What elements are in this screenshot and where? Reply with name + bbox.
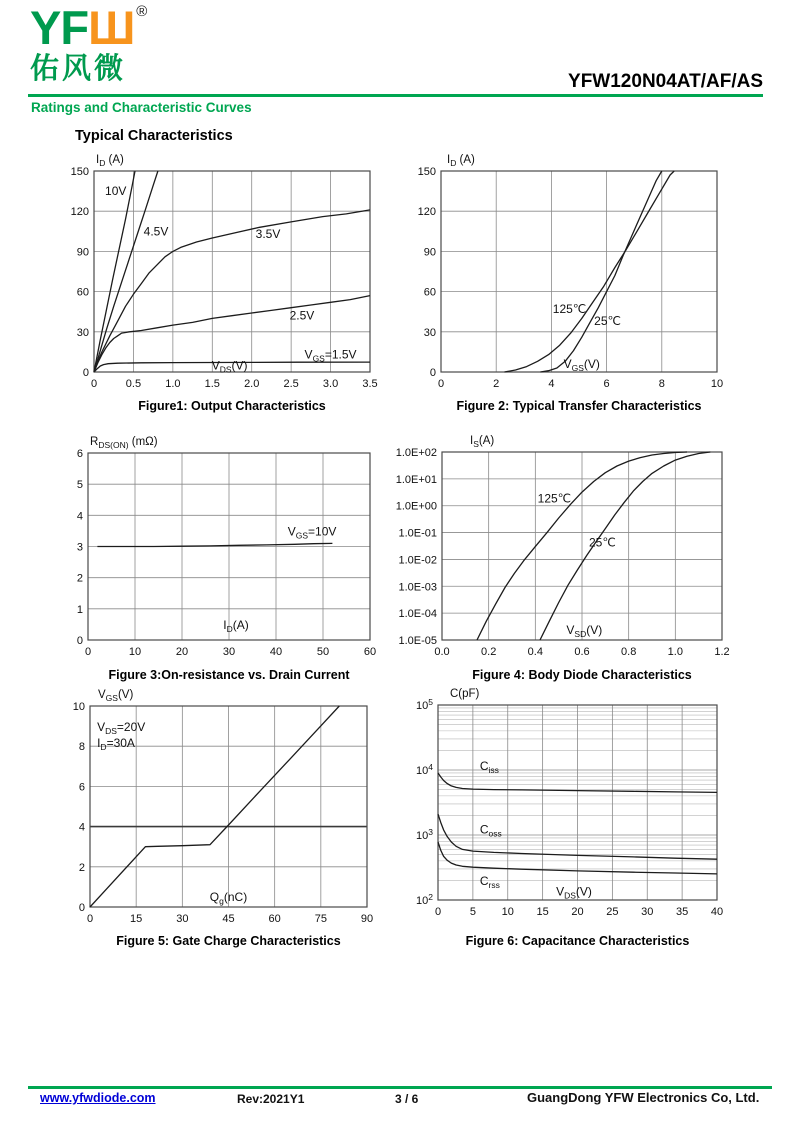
svg-text:103: $10^3$	[416, 827, 433, 842]
svg-text:RDS(ON) (mΩ): $R_{DS(ON)}$ (mΩ)	[90, 436, 158, 450]
svg-text:30: 30	[222, 646, 236, 658]
svg-text:90: 90	[423, 246, 436, 259]
figure-5-caption: Figure 5: Gate Charge Characteristics	[116, 934, 341, 948]
svg-text:0: 0	[90, 378, 98, 390]
svg-text:15: 15	[130, 913, 143, 925]
figure-1-caption: Figure1: Output Characteristics	[138, 399, 326, 413]
page-title: Typical Characteristics	[75, 128, 233, 144]
svg-text:0.6: 0.6	[574, 646, 590, 658]
svg-text:25℃: 25℃	[594, 314, 622, 329]
svg-text:2: 2	[78, 861, 85, 874]
logo-w-mark: Ш	[88, 1, 135, 54]
svg-text:10: 10	[501, 906, 514, 918]
svg-text:0.2: 0.2	[481, 646, 497, 658]
svg-text:1.0E-02: 1.0E-02	[398, 554, 437, 567]
svg-text:10V: 10V	[105, 184, 127, 199]
svg-text:6: 6	[76, 448, 83, 460]
svg-text:3.0: 3.0	[322, 378, 339, 390]
svg-text:VDS=20V: $V_{DS}=20V$	[97, 720, 146, 737]
svg-text:0: 0	[434, 906, 442, 918]
svg-text:2.0: 2.0	[244, 378, 260, 390]
svg-text:1.0E+00: 1.0E+00	[395, 500, 437, 513]
svg-text:60: 60	[76, 286, 89, 299]
svg-text:2: 2	[76, 572, 83, 585]
svg-text:1.0E+02: 1.0E+02	[395, 447, 437, 459]
svg-text:6: 6	[603, 378, 610, 390]
svg-text:25: 25	[606, 906, 619, 918]
svg-text:Crss: $C_{rss}$	[479, 874, 500, 891]
registered-trademark-icon: ®	[136, 3, 147, 20]
svg-text:4.5V: 4.5V	[143, 224, 169, 239]
svg-text:VGS=10V: $V_{GS}=10V$	[287, 524, 337, 541]
svg-text:8: 8	[78, 741, 85, 754]
svg-text:0.0: 0.0	[434, 646, 450, 658]
series-25℃	[540, 171, 661, 372]
svg-text:IS(A): $I_S(A)$	[470, 435, 495, 449]
footer-website-link[interactable]: www.yfwdiode.com	[40, 1091, 156, 1105]
figure-4-body-diode-chart	[375, 426, 745, 666]
svg-text:ID (A): $I_D$ (A)	[447, 154, 475, 168]
svg-text:5: 5	[76, 479, 83, 492]
svg-text:VGS=1.5V: $V_{GS}=1.5V$	[304, 347, 357, 364]
svg-text:6: 6	[78, 781, 85, 794]
svg-text:VDS(V): $V_{DS}(V)$	[556, 884, 592, 901]
svg-text:VDS(V): $V_{DS}(V)$	[211, 358, 248, 375]
section-title: Ratings and Characteristic Curves	[31, 100, 252, 115]
svg-text:25℃: 25℃	[589, 535, 616, 550]
svg-text:2.5V: 2.5V	[289, 308, 315, 323]
figure-6-capacitance-chart	[384, 679, 739, 925]
svg-text:104: $10^4$	[416, 762, 433, 777]
svg-text:2: 2	[493, 378, 500, 390]
figure-3-on-resistance-chart	[34, 427, 394, 667]
svg-text:1: 1	[76, 603, 83, 616]
svg-text:150: 150	[70, 166, 89, 178]
footer-company-name: GuangDong YFW Electronics Co, Ltd.	[527, 1090, 760, 1105]
svg-text:60: 60	[268, 913, 281, 925]
svg-text:45: 45	[222, 913, 235, 925]
svg-text:2.5: 2.5	[283, 378, 299, 390]
svg-text:125℃: 125℃	[537, 491, 572, 506]
figure-1-output-characteristics-chart	[40, 145, 390, 395]
svg-text:10: 10	[128, 646, 142, 658]
svg-text:125℃: 125℃	[552, 302, 587, 317]
svg-text:C(pF): C(pF)	[450, 688, 480, 700]
series-125℃	[505, 171, 675, 372]
svg-text:ID=30A: $I_D=30A$	[97, 736, 135, 753]
svg-text:90: 90	[360, 913, 374, 925]
svg-text:Ciss: $C_{iss}$	[479, 759, 499, 775]
footer-revision: Rev:2021Y1	[237, 1092, 305, 1106]
svg-text:0.8: 0.8	[621, 646, 637, 658]
footer-divider	[28, 1086, 772, 1089]
part-number: YFW120N04AT/AF/AS	[568, 71, 763, 92]
footer-page-number: 3 / 6	[395, 1092, 419, 1106]
header-divider	[28, 94, 763, 97]
svg-text:90: 90	[76, 246, 89, 259]
svg-text:35: 35	[676, 906, 689, 918]
svg-text:150: 150	[417, 166, 436, 178]
svg-text:VGS(V): $V_{GS}(V)$	[98, 689, 134, 703]
svg-text:4: 4	[78, 821, 85, 834]
logo-chinese-name: 佑风微	[30, 53, 127, 85]
logo-yf-text: YF	[30, 1, 89, 54]
svg-text:1.5: 1.5	[204, 378, 220, 390]
yfw-logo	[30, 1, 147, 85]
svg-text:60: 60	[423, 286, 436, 299]
svg-text:Coss: $C_{oss}$	[479, 822, 502, 839]
svg-text:20: 20	[571, 906, 584, 918]
svg-text:0.4: 0.4	[527, 646, 543, 658]
svg-text:Qg(nC): $Q_g(nC)$	[209, 889, 248, 906]
svg-text:3.5: 3.5	[362, 378, 378, 390]
svg-text:105: $10^5$	[416, 697, 433, 712]
series-VGS=10V	[97, 543, 332, 546]
svg-text:ID (A): $I_D$ (A)	[96, 154, 124, 168]
svg-text:1.0E-01: 1.0E-01	[398, 527, 437, 540]
svg-text:120: 120	[417, 206, 436, 219]
svg-text:0.5: 0.5	[125, 378, 142, 390]
svg-text:102: $10^2$	[416, 892, 433, 907]
svg-text:3: 3	[76, 541, 83, 554]
series-VGS=4.5V	[94, 171, 158, 372]
svg-text:4: 4	[76, 510, 83, 523]
svg-text:75: 75	[314, 913, 327, 925]
svg-text:50: 50	[316, 646, 330, 658]
figure-2-transfer-characteristics-chart	[387, 145, 737, 395]
figure-2-caption: Figure 2: Typical Transfer Characteristics	[456, 399, 702, 413]
svg-text:60: 60	[363, 646, 377, 658]
svg-text:30: 30	[76, 326, 89, 339]
figure-5-gate-charge-chart	[36, 680, 391, 932]
svg-text:1.0: 1.0	[667, 646, 683, 658]
figure-6-caption: Figure 6: Capacitance Characteristics	[465, 934, 690, 948]
svg-text:VSD(V): $V_{SD}(V)$	[566, 622, 603, 639]
svg-text:ID(A): $I_D(A)$	[223, 618, 249, 635]
svg-text:0: 0	[84, 646, 92, 658]
svg-text:VGS(V): $V_{GS}(V)$	[563, 357, 600, 374]
svg-text:0: 0	[76, 635, 83, 647]
svg-text:1.2: 1.2	[714, 646, 730, 658]
svg-text:0: 0	[82, 367, 89, 379]
svg-text:30: 30	[423, 326, 436, 339]
svg-text:20: 20	[175, 646, 189, 658]
svg-text:3.5V: 3.5V	[255, 227, 281, 241]
svg-text:1.0E-04: 1.0E-04	[398, 608, 437, 621]
svg-text:30: 30	[176, 913, 189, 925]
svg-text:0: 0	[429, 367, 436, 379]
svg-text:1.0: 1.0	[165, 378, 181, 390]
svg-text:0: 0	[437, 378, 445, 390]
svg-text:40: 40	[269, 646, 283, 658]
svg-text:10: 10	[72, 701, 85, 713]
logo-wordmark	[30, 1, 147, 54]
svg-text:0: 0	[78, 902, 85, 914]
svg-text:10: 10	[710, 378, 724, 390]
svg-text:40: 40	[710, 906, 724, 918]
svg-text:5: 5	[469, 906, 476, 918]
svg-text:120: 120	[70, 206, 89, 219]
svg-text:1.0E-05: 1.0E-05	[398, 635, 437, 647]
svg-text:15: 15	[536, 906, 549, 918]
svg-text:8: 8	[658, 378, 665, 390]
svg-text:30: 30	[641, 906, 654, 918]
figure-3-caption: Figure 3:On-resistance vs. Drain Current	[108, 668, 350, 682]
series-25℃	[537, 452, 710, 640]
svg-text:1.0E-03: 1.0E-03	[398, 581, 437, 594]
series-VGS=10V	[94, 171, 135, 372]
svg-text:0: 0	[86, 913, 94, 925]
svg-text:1.0E+01: 1.0E+01	[395, 473, 437, 486]
svg-text:4: 4	[548, 378, 555, 390]
figure-4-caption: Figure 4: Body Diode Characteristics	[472, 668, 692, 682]
